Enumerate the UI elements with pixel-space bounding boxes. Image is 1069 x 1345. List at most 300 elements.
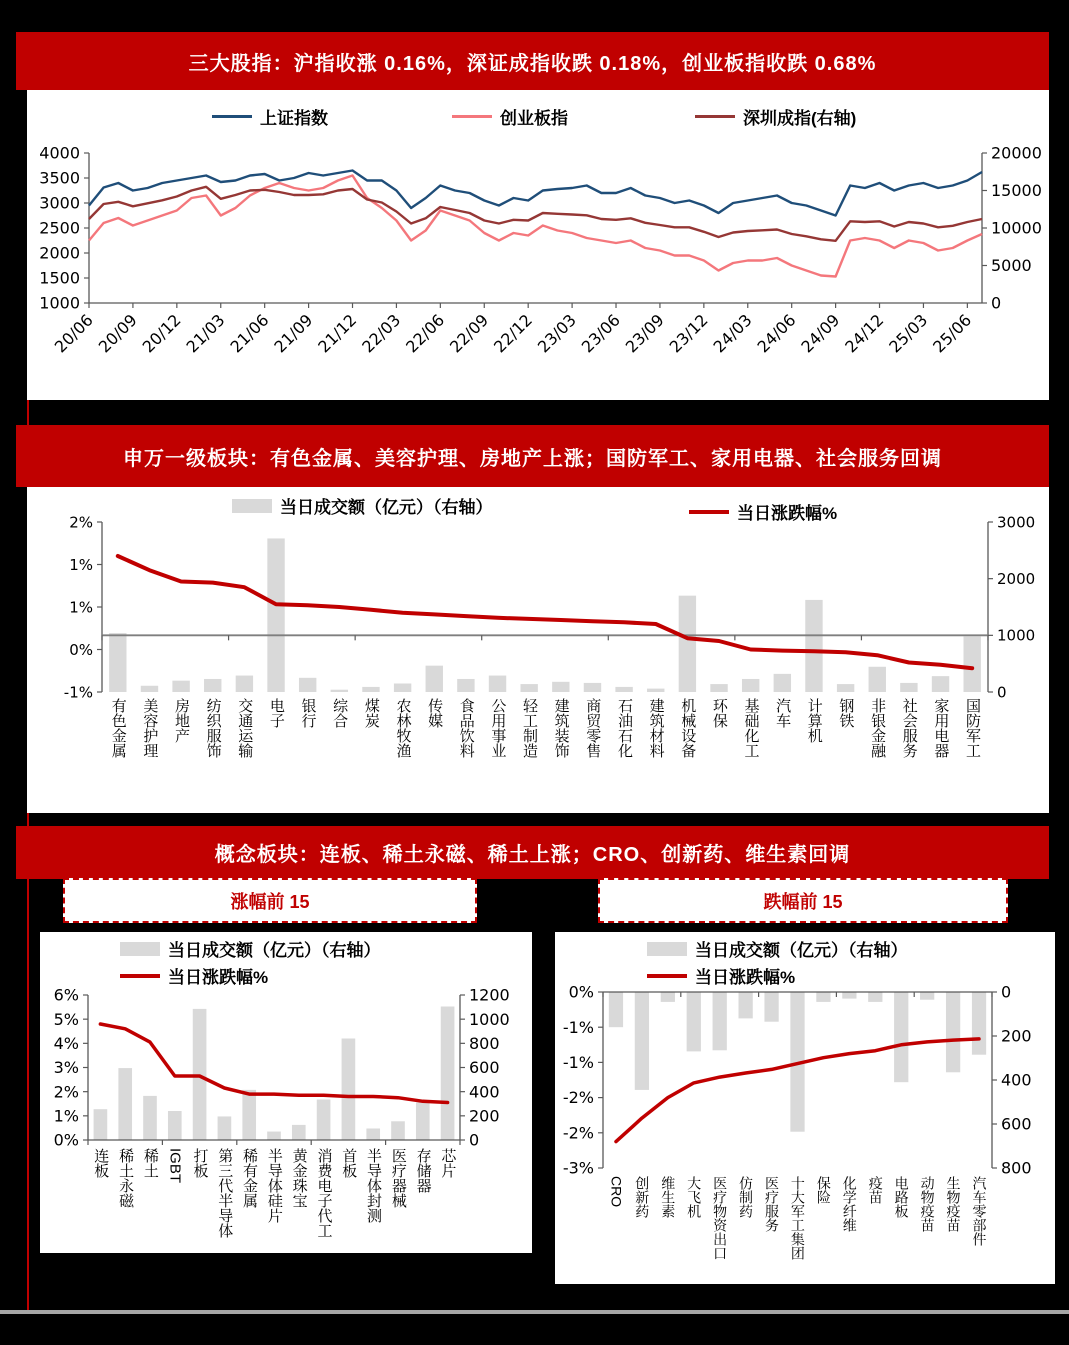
volume-bar <box>679 596 696 692</box>
category-label: 动物疫苗 <box>919 1176 936 1232</box>
category-label: 基础化工 <box>742 698 760 758</box>
category-cell <box>655 1176 681 1278</box>
line-legend-swatch <box>212 115 252 118</box>
volume-bar <box>267 1132 281 1140</box>
left-axis-tick-label: 3000 <box>39 193 80 213</box>
category-label: 维生素 <box>660 1176 677 1218</box>
category-label: 医疗物资出口 <box>712 1176 729 1260</box>
category-label: 银行 <box>299 698 317 728</box>
right-axis-tick-label: 3000 <box>997 513 1036 532</box>
left-axis-tick-label: -1% <box>562 1053 594 1072</box>
left-axis-tick-label: 0% <box>568 982 594 1002</box>
x-axis-label-group <box>402 310 448 356</box>
volume-bar <box>963 636 980 692</box>
volume-bar <box>742 679 759 692</box>
category-label: IGBT <box>166 1148 184 1184</box>
volume-bar <box>615 687 632 692</box>
x-axis-tick-label: 21/12 <box>314 310 361 357</box>
category-label: 家用电器 <box>932 698 950 758</box>
x-axis-tick-label: 23/12 <box>665 310 712 357</box>
category-cell <box>862 1176 888 1278</box>
x-axis-label-group <box>270 310 316 356</box>
category-label: 汽车 <box>774 698 792 728</box>
left-axis-tick-label: 0% <box>69 640 93 659</box>
volume-bar <box>457 679 474 692</box>
x-axis-label-group <box>885 310 931 356</box>
category-label: 煤炭 <box>362 698 380 728</box>
volume-bar <box>687 992 701 1051</box>
volume-bar <box>842 992 856 999</box>
index-trend-card <box>27 90 1049 400</box>
right-axis-tick-label: 0 <box>469 1130 480 1150</box>
volume-bar <box>267 538 284 692</box>
volume-bar <box>774 674 791 692</box>
category-label: 创新药 <box>634 1176 651 1218</box>
x-axis-label-group <box>139 310 185 356</box>
category-cell <box>759 1176 785 1278</box>
volume-bar <box>143 1096 157 1140</box>
x-axis-label-group <box>183 310 229 356</box>
volume-bar <box>141 686 158 692</box>
category-label: 医疗服务 <box>763 1176 780 1232</box>
category-cell <box>836 1176 862 1278</box>
category-label: 轻工制造 <box>521 698 539 758</box>
category-cell <box>197 698 229 806</box>
x-axis-tick-label: 22/03 <box>358 310 405 357</box>
category-cell <box>629 1176 655 1278</box>
category-label: 疫苗 <box>867 1176 884 1204</box>
category-label: 传媒 <box>426 698 444 728</box>
x-axis-label-group <box>226 310 272 356</box>
right-axis-tick-label: 400 <box>469 1082 500 1102</box>
category-cell <box>545 698 577 806</box>
volume-bar <box>805 600 822 692</box>
line-legend-swatch <box>452 115 492 118</box>
category-cell <box>482 698 514 806</box>
x-axis-tick-label: 22/06 <box>402 310 449 357</box>
right-axis-tick-label: 800 <box>1001 1158 1032 1178</box>
category-label: 计算机 <box>805 698 823 743</box>
x-axis-tick-label: 21/06 <box>226 310 273 357</box>
category-cell <box>735 698 767 806</box>
tag-label: 跌幅前 15 <box>763 891 843 912</box>
category-label: 仿制药 <box>738 1176 754 1218</box>
volume-bar <box>362 687 379 692</box>
pct-change-line <box>118 556 972 668</box>
category-cell <box>925 698 957 806</box>
volume-bar <box>172 681 189 692</box>
volume-bar <box>299 678 316 692</box>
category-cell <box>212 1148 237 1250</box>
legend-label: 当日涨跌幅% <box>168 968 269 987</box>
category-cell <box>640 698 672 806</box>
category-cell <box>323 698 355 806</box>
category-cell <box>703 698 735 806</box>
category-label: 综合 <box>331 698 349 728</box>
right-axis-tick-label: 200 <box>1001 1026 1032 1046</box>
category-cell <box>237 1148 262 1250</box>
x-axis-tick-label: 23/09 <box>621 310 668 357</box>
volume-bar <box>710 684 727 692</box>
right-axis-tick-label: 400 <box>1001 1070 1032 1090</box>
category-label: 机械设备 <box>679 698 697 758</box>
x-axis-tick-label: 24/09 <box>797 310 844 357</box>
volume-bar <box>292 1125 306 1140</box>
category-cell <box>888 1176 914 1278</box>
volume-bar <box>94 1109 108 1140</box>
category-cell <box>260 698 292 806</box>
x-axis-label-group <box>51 310 97 356</box>
category-cell <box>608 698 640 806</box>
right-axis-tick-label: 600 <box>1001 1114 1032 1134</box>
legend-item <box>647 936 908 961</box>
legend-label: 当日成交额（亿元）（右轴） <box>695 941 908 960</box>
right-axis-tick-label: 20000 <box>991 143 1042 163</box>
x-axis-tick-label: 20/06 <box>50 310 97 357</box>
category-label: 连板 <box>92 1148 110 1178</box>
category-label: 半导体硅片 <box>265 1148 283 1223</box>
category-cell <box>102 698 134 806</box>
volume-bar <box>739 992 753 1018</box>
volume-bar <box>972 992 986 1055</box>
category-axis <box>102 698 988 806</box>
category-label: 化学纤维 <box>841 1176 858 1232</box>
x-axis-tick-label: 20/09 <box>94 310 141 357</box>
legend-item <box>689 499 837 524</box>
volume-bar <box>331 690 348 692</box>
legend-item <box>695 104 856 129</box>
left-axis-tick-label: 0% <box>53 1130 79 1150</box>
x-axis-tick-label: 25/06 <box>929 310 976 357</box>
left-axis-tick-label: 5% <box>53 1009 79 1029</box>
category-cell <box>418 698 450 806</box>
volume-bar <box>816 992 830 1002</box>
sector-chart-card <box>27 487 1049 813</box>
banner-text: 三大股指：沪指收涨 0.16%，深证成指收跌 0.18%，创业板指收跌 0.68% <box>188 52 877 75</box>
legend-item <box>232 493 493 518</box>
legend-item <box>120 936 381 961</box>
banner-text: 申万一级板块：有色金属、美容护理、房地产上涨；国防军工、家用电器、社会服务回调 <box>123 447 942 470</box>
legend-label: 创业板指 <box>500 109 568 128</box>
banner-text: 概念板块：连板、稀土永磁、稀土上涨；CRO、创新药、维生素回调 <box>214 844 851 866</box>
gainers-chart-card <box>40 932 532 1253</box>
category-cell <box>162 1148 187 1250</box>
x-axis-tick-label: 23/06 <box>577 310 624 357</box>
category-cell <box>733 1176 759 1278</box>
volume-bar <box>236 676 253 692</box>
x-axis-label-group <box>314 310 360 356</box>
category-cell <box>577 698 609 806</box>
category-cell <box>513 698 545 806</box>
category-label: 环保 <box>710 698 728 728</box>
category-cell <box>336 1148 361 1250</box>
legend-item <box>212 104 328 129</box>
x-axis-tick-label: 24/03 <box>709 310 756 357</box>
category-label: 第三代半导体 <box>216 1148 234 1238</box>
x-axis-label-group <box>534 310 580 356</box>
x-axis-tick-label: 22/12 <box>489 310 537 357</box>
left-axis-tick-label: 4% <box>53 1033 79 1053</box>
left-axis-tick-label: 4000 <box>39 143 80 163</box>
right-axis-tick-label: 1000 <box>997 626 1036 645</box>
category-cell <box>707 1176 733 1278</box>
category-cell <box>165 698 197 806</box>
category-cell <box>914 1176 940 1278</box>
pct-change-line <box>100 1024 447 1103</box>
volume-bar <box>520 684 537 692</box>
bar-legend-swatch <box>120 942 160 956</box>
legend-item <box>120 963 268 988</box>
left-axis-tick-label: 2% <box>69 513 93 532</box>
legend-label: 上证指数 <box>260 109 328 128</box>
category-label: 钢铁 <box>837 698 855 728</box>
left-axis-tick-label: 2% <box>53 1082 79 1102</box>
losers-chart-card <box>555 932 1055 1284</box>
x-axis-label-group <box>929 310 975 356</box>
legend-item <box>452 104 568 129</box>
category-axis <box>88 1148 460 1250</box>
category-label: 存储器 <box>414 1148 432 1193</box>
x-axis-label-group <box>578 310 624 356</box>
volume-bar <box>894 992 908 1082</box>
volume-bar <box>869 667 886 692</box>
left-axis-tick-label: 1000 <box>39 293 80 313</box>
category-cell <box>766 698 798 806</box>
line-legend-swatch <box>689 510 729 514</box>
x-axis-tick-label: 23/03 <box>533 310 580 357</box>
legend-label: 当日涨跌幅% <box>737 504 838 523</box>
category-cell <box>262 1148 287 1250</box>
category-cell <box>311 1148 336 1250</box>
category-cell <box>229 698 261 806</box>
volume-bar <box>635 992 649 1090</box>
category-label: 半导体封测 <box>365 1148 383 1223</box>
category-label: 汽车零部件 <box>971 1176 988 1246</box>
volume-bar <box>900 683 917 692</box>
volume-bar <box>204 679 221 692</box>
category-axis <box>603 1176 992 1278</box>
category-cell <box>940 1176 966 1278</box>
index-line-上证指数 <box>89 171 982 216</box>
banner-sector-summary <box>16 425 1049 487</box>
volume-bar <box>441 1006 455 1140</box>
x-axis-tick-label: 24/12 <box>841 310 888 357</box>
volume-bar <box>584 683 601 692</box>
category-cell <box>681 1176 707 1278</box>
x-axis-tick-label: 22/09 <box>446 310 493 357</box>
category-cell <box>134 698 166 806</box>
category-label: 有色金属 <box>109 698 127 758</box>
right-axis-tick-label: 5000 <box>991 256 1032 276</box>
top-losers-tag <box>598 878 1008 923</box>
line-legend-swatch <box>647 974 687 978</box>
category-label: 国防军工 <box>963 698 981 758</box>
category-label: 稀有金属 <box>241 1148 259 1208</box>
left-axis-tick-label: 1500 <box>39 268 80 288</box>
legend-label: 当日成交额（亿元）（右轴） <box>280 498 493 517</box>
left-axis-tick-label: 2500 <box>39 218 80 238</box>
volume-bar <box>416 1103 430 1140</box>
category-cell <box>387 698 419 806</box>
volume-bar <box>946 992 960 1072</box>
category-cell <box>603 1176 629 1278</box>
category-label: 公用事业 <box>489 698 507 758</box>
category-cell <box>435 1148 460 1250</box>
category-label: 黄金珠宝 <box>290 1148 308 1208</box>
tag-label: 涨幅前 15 <box>230 891 310 912</box>
right-axis-tick-label: 200 <box>469 1106 500 1126</box>
category-cell <box>450 698 482 806</box>
volume-bar <box>920 992 934 1000</box>
legend-label: 当日成交额（亿元）（右轴） <box>168 941 381 960</box>
right-axis-tick-label: 15000 <box>991 181 1042 201</box>
category-cell <box>113 1148 138 1250</box>
volume-bar <box>366 1129 380 1140</box>
category-label: 房地产 <box>172 698 190 743</box>
right-axis-tick-label: 2000 <box>997 569 1036 588</box>
category-label: CRO <box>608 1176 625 1208</box>
right-axis-tick-label: 1200 <box>469 985 510 1005</box>
x-axis-tick-label: 21/03 <box>182 310 229 357</box>
category-cell <box>286 1148 311 1250</box>
category-label: 食品饮料 <box>457 698 475 758</box>
category-label: 大飞机 <box>686 1176 703 1218</box>
volume-bar <box>609 992 623 1027</box>
x-axis-tick-label: 20/12 <box>138 310 185 357</box>
left-axis-tick-label: 2000 <box>39 243 80 263</box>
category-cell <box>811 1176 837 1278</box>
category-cell <box>893 698 925 806</box>
category-label: 石油石化 <box>615 698 633 758</box>
volume-bar <box>218 1116 232 1140</box>
bottom-divider <box>0 1310 1069 1314</box>
index-trend-chart <box>27 90 1049 400</box>
category-label: 首板 <box>340 1148 358 1178</box>
category-label: 美容护理 <box>141 698 159 758</box>
category-label: 稀土永磁 <box>117 1148 135 1208</box>
category-label: 电路板 <box>893 1176 910 1218</box>
right-axis-tick-label: 600 <box>469 1058 500 1078</box>
category-label: 打板 <box>191 1148 209 1178</box>
volume-bar <box>647 689 664 692</box>
volume-bar <box>317 1100 331 1140</box>
category-cell <box>672 698 704 806</box>
volume-bar <box>552 682 569 692</box>
left-axis-tick-label: 1% <box>53 1106 79 1126</box>
x-axis-label-group <box>666 310 712 356</box>
category-label: 纺织服饰 <box>204 698 222 758</box>
right-axis-tick-label: 1000 <box>469 1009 510 1029</box>
x-axis-tick-label: 21/09 <box>270 310 317 357</box>
left-axis-tick-label: -3% <box>562 1158 594 1178</box>
right-axis-tick-label: 10000 <box>991 218 1042 238</box>
banner-concept-summary <box>16 826 1049 879</box>
volume-bar <box>713 992 727 1050</box>
category-label: 十大军工集团 <box>789 1176 806 1260</box>
volume-bar <box>868 992 882 1002</box>
volume-bar <box>394 684 411 693</box>
left-axis-tick-label: -2% <box>562 1123 594 1143</box>
right-axis-tick-label: 0 <box>997 683 1007 702</box>
category-cell <box>956 698 988 806</box>
x-axis-label-group <box>753 310 799 356</box>
category-label: 建筑材料 <box>647 698 665 758</box>
volume-bar <box>242 1090 256 1140</box>
legend-label: 当日涨跌幅% <box>695 968 796 987</box>
category-label: 电子 <box>267 698 285 728</box>
x-axis-label-group <box>622 310 668 356</box>
legend-item <box>647 963 795 988</box>
volume-bar <box>764 992 778 1022</box>
volume-bar <box>661 992 675 1002</box>
right-axis-tick-label: 0 <box>991 293 1002 313</box>
category-label: 非银金融 <box>869 698 887 758</box>
volume-bar <box>932 676 949 692</box>
x-axis-label-group <box>358 310 404 356</box>
left-axis-tick-label: 1% <box>69 598 93 617</box>
category-cell <box>966 1176 992 1278</box>
left-axis-tick-label: -1% <box>63 683 93 702</box>
bar-legend-swatch <box>232 499 272 513</box>
category-label: 保险 <box>815 1176 832 1204</box>
category-cell <box>830 698 862 806</box>
category-cell <box>361 1148 386 1250</box>
legend-label: 深圳成指(右轴) <box>743 109 857 128</box>
top-gainers-tag <box>63 878 477 923</box>
x-axis-tick-label: 24/06 <box>753 310 800 357</box>
right-axis-tick-label: 0 <box>1001 982 1012 1002</box>
volume-bar <box>426 666 443 692</box>
x-axis-label-group <box>490 310 536 356</box>
category-cell <box>785 1176 811 1278</box>
category-cell <box>292 698 324 806</box>
left-axis-tick-label: -2% <box>562 1088 594 1108</box>
category-label: 医疗器械 <box>389 1148 407 1208</box>
category-label: 建筑装饰 <box>552 698 570 758</box>
category-cell <box>138 1148 163 1250</box>
volume-bar <box>118 1068 132 1140</box>
x-axis-tick-label: 25/03 <box>885 310 932 357</box>
x-axis-label-group <box>710 310 756 356</box>
x-axis-label-group <box>841 310 887 356</box>
x-axis-label-group <box>446 310 492 356</box>
left-axis-tick-label: 6% <box>53 985 79 1005</box>
bar-legend-swatch <box>647 942 687 956</box>
volume-bar <box>342 1039 356 1141</box>
volume-bar <box>109 633 126 692</box>
category-cell <box>386 1148 411 1250</box>
left-axis-tick-label: 3500 <box>39 168 80 188</box>
left-axis-tick-label: 3% <box>53 1058 79 1078</box>
category-label: 社会服务 <box>900 698 918 758</box>
x-axis-label-group <box>797 310 843 356</box>
category-cell <box>410 1148 435 1250</box>
volume-bar <box>837 684 854 692</box>
left-axis-tick-label: 1% <box>69 555 93 574</box>
category-cell <box>355 698 387 806</box>
banner-index-summary <box>16 32 1049 90</box>
category-label: 农林牧渔 <box>394 698 412 758</box>
category-cell <box>187 1148 212 1250</box>
category-label: 消费电子代工 <box>315 1148 333 1238</box>
category-label: 交通运输 <box>236 698 254 758</box>
right-axis-tick-label: 800 <box>469 1033 500 1053</box>
volume-bar <box>489 676 506 692</box>
x-axis-label-group <box>95 310 141 356</box>
category-cell <box>861 698 893 806</box>
category-label: 商贸零售 <box>584 698 602 758</box>
category-cell <box>88 1148 113 1250</box>
